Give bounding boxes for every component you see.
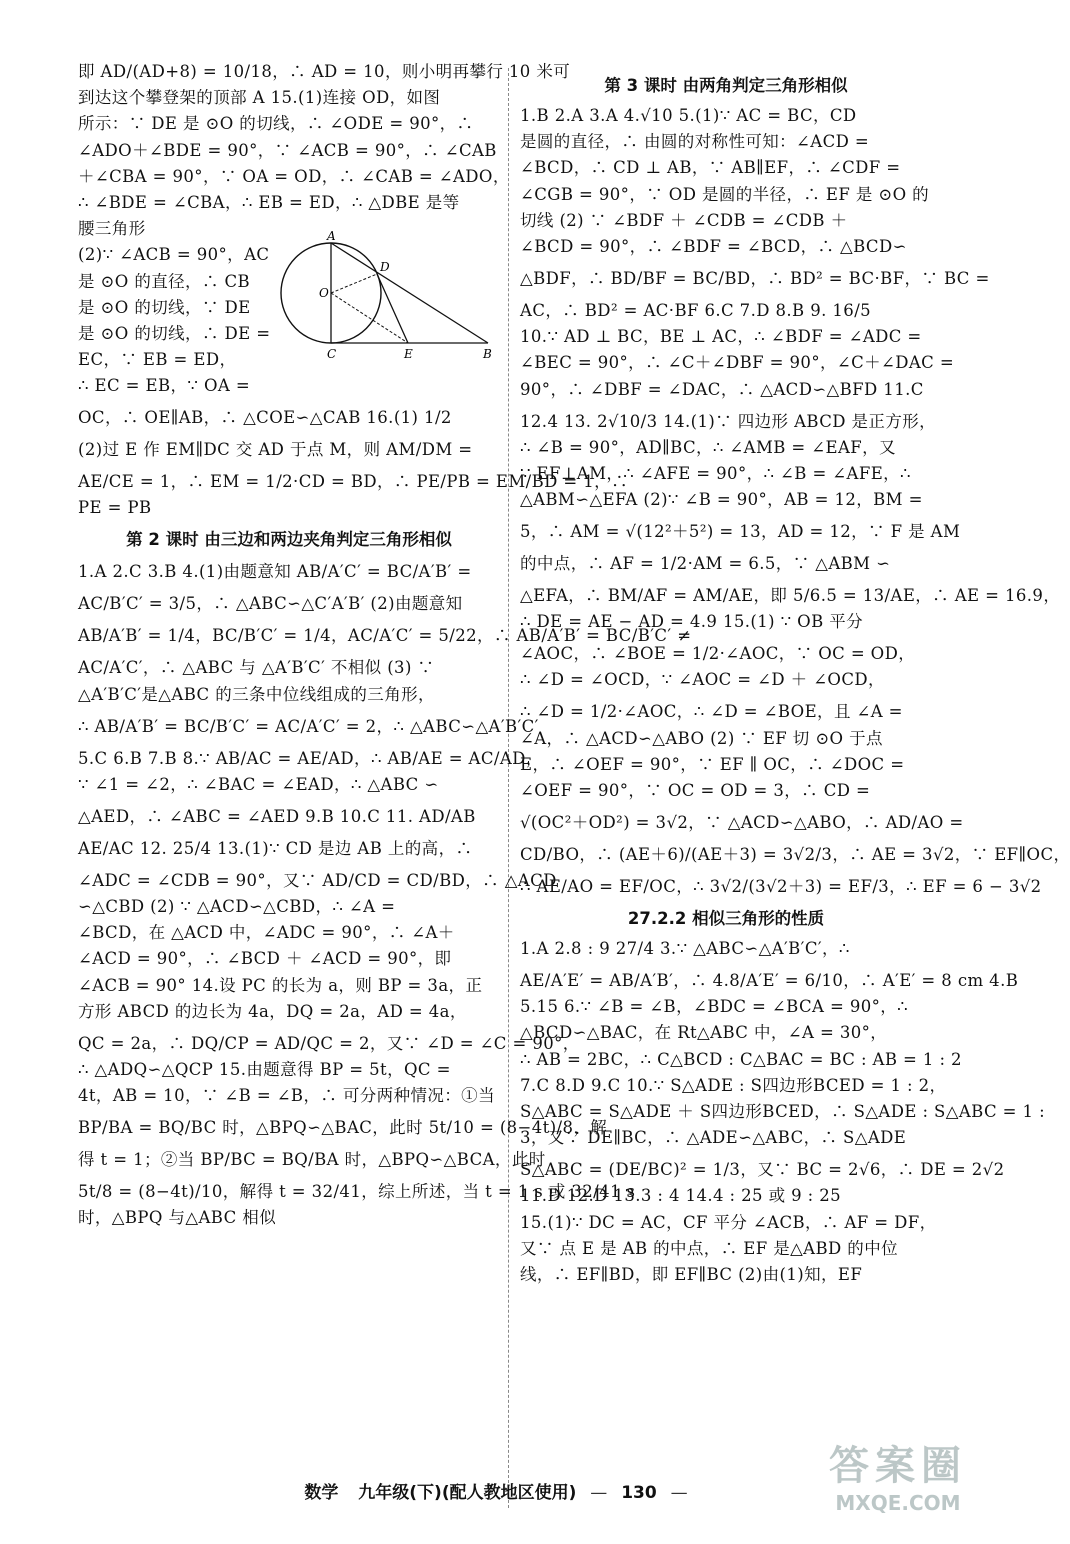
answers-section-4 — [520, 937, 1046, 1287]
text-line: 切线 (2) ∵ ∠BDF ＋ ∠CDB = ∠CDB ＋ — [520, 210, 848, 230]
text-line: AC/B′C′ = 3/5，∴ △ABC∽△C′A′B′ (2)由题意知 — [78, 594, 463, 614]
text-line: ∴ AB = 2BC，∴ C△BCD : C△BAC = BC : AB = 1 : 2 — [520, 1049, 962, 1069]
text-line: BP/BA = BQ/BC 时，△BPQ∽△BAC，此时 5t/10 = (8−4t)/8，解 — [78, 1118, 608, 1138]
text-line: 5.C 6.B 7.B 8.∵ AB/AC = AE/AD，∴ AB/AE = AC/AD， — [78, 748, 543, 768]
text-line: 11.D 12.D 13.3 : 4 14.4 : 25 或 9 : 25 — [520, 1186, 842, 1206]
text-line: 10.∵ AD ⊥ BC，BE ⊥ AC，∴ ∠BDF = ∠ADC = — [520, 327, 922, 347]
text-line: AC，∴ BD² = AC·BF 6.C 7.D 8.B 9. 16/5 — [520, 300, 872, 320]
text-line: √(OC²＋OD²) = 3√2，∵ △ACD∽△ABO，∴ AD/AO = — [520, 813, 964, 832]
text-line: 1.A 2.C 3.B 4.(1)由题意知 AB/A′C′ = BC/A′B′ = — [78, 562, 472, 582]
text-line: ∴ EC = EB，∵ OA = — [78, 376, 251, 396]
text-line: ∴ ∠B = 90°，AD∥BC，∴ ∠AMB = ∠EAF，又 — [520, 437, 896, 457]
text-line: △BCD∽△BAC，在 Rt△ABC 中，∠A = 30°， — [520, 1023, 888, 1043]
text-line: 是 ⊙O 的切线，∴ DE = — [78, 323, 271, 343]
text-line: ∴ AE/AO = EF/OC，∴ 3√2/(3√2＋3) = EF/3，∴ EF = 6 − 3√2 — [520, 877, 1042, 896]
text-line: 又∵ 点 E 是 AB 的中点，∴ EF 是△ABD 的中位 — [520, 1238, 898, 1258]
answers-top — [78, 60, 571, 244]
text-line: 到达这个攀登架的顶部 A 15.(1)连接 OD，如图 — [78, 88, 441, 108]
text-line: ＋∠CBA = 90°，∵ OA = OD，∴ ∠CAB = ∠ADO， — [78, 166, 510, 186]
page-number: 130 — [621, 1483, 657, 1503]
text-line: 5，∴ AM = √(12²＋5²) = 13，AD = 12，∵ F 是 AM — [520, 522, 961, 542]
text-line: ∠A，∴ △ACD∽△ABO (2) ∵ EF 切 ⊙O 于点 — [520, 728, 883, 748]
text-line: ∠CGB = 90°，∵ OD 是圆的半径，∴ EF 是 ⊙O 的 — [520, 184, 930, 204]
text-line: ∴ ∠D = 1/2·∠AOC，∴ ∠D = ∠BOE，且 ∠A = — [520, 702, 903, 722]
text-line: 1.A 2.8 : 9 27/4 3.∵ △ABC∽△A′B′C′，∴ — [520, 939, 850, 958]
text-line: AB/A′B′ = 1/4，BC/B′C′ = 1/4，AC/A′C′ = 5/22，∴ AB/A′B′ = BC/B′C′ ≠ — [78, 626, 692, 646]
label-a: A — [327, 229, 336, 244]
text-line: 时，△BPQ 与△ABC 相似 — [78, 1208, 277, 1228]
answers-mid — [78, 406, 628, 520]
text-line: EC，∵ EB = ED， — [78, 350, 237, 370]
page-footer: 数学 九年级(下)(配人教地区使用) — 130 — — [304, 1483, 688, 1503]
text-line: 15.(1)∵ DC = AC，CF 平分 ∠ACB，∴ AF = DF， — [520, 1212, 937, 1232]
section-heading: 27.2.2 相似三角形的性质 — [627, 909, 825, 928]
text-line: △EFA，∴ BM/AF = AM/AE，即 5/6.5 = 13/AE，∴ AE = 16.9， — [520, 586, 1061, 606]
text-line: QC = 2a，∴ DQ/CP = AD/QC = 2，又∵ ∠D = ∠C = 90°， — [78, 1033, 580, 1053]
text-line: ∴ AB/A′B′ = BC/B′C′ = AC/A′C′ = 2，∴ △ABC∽△A′B′C′ — [78, 716, 539, 736]
text-line: 所示：∵ DE 是 ⊙O 的切线，∴ ∠ODE = 90°，∴ — [78, 114, 474, 134]
text-line: S△ABC = (DE/BC)² = 1/3，又∵ BC = 2√6，∴ DE = 2√2 — [520, 1160, 1005, 1180]
text-line: 1.B 2.A 3.A 4.√10 5.(1)∵ AC = BC，CD — [520, 106, 857, 125]
segment-de — [377, 274, 408, 343]
text-line: 7.C 8.D 9.C 10.∵ S△ADE : S四边形BCED = 1 : 2， — [520, 1075, 947, 1095]
text-line: 5t/8 = (8−4t)/10，解得 t = 32/41，综上所述，当 t = 1 s 或 32/41 s — [78, 1182, 636, 1202]
text-line: 即 AD/(AD+8) = 10/18，∴ AD = 10，则小明再攀行 10 米可 — [78, 62, 571, 81]
text-line: 90°，∴ ∠DBF = ∠DAC，∴ △ACD∽△BFD 11.C — [520, 379, 924, 399]
text-line: ∠AOC，∴ ∠BOE = 1/2·∠AOC，∵ OC = OD， — [520, 644, 916, 664]
footer-subject: 数学 — [304, 1483, 339, 1503]
text-line: 的中点，∴ AF = 1/2·AM = 6.5，∵ △ABM ∽ — [520, 554, 891, 574]
text-line: ∽△CBD (2) ∵ △ACD∽△CBD，∴ ∠A = — [78, 897, 396, 916]
text-line: ∠BCD，∴ CD ⊥ AB，∵ AB∥EF，∴ ∠CDF = — [520, 158, 901, 178]
segment-od — [331, 274, 377, 293]
footer-grade: 九年级(下)(配人教地区使用) — [358, 1483, 577, 1503]
text-line: 线，∴ EF∥BD，即 EF∥BC (2)由(1)知，EF — [520, 1264, 863, 1284]
label-b: B — [483, 347, 492, 362]
text-line: (2)∵ ∠ACB = 90°，AC — [78, 245, 270, 265]
text-line: S△ABC = S△ADE ＋ S四边形BCED，∴ S△ADE : S△ABC = 1 : — [520, 1101, 1046, 1121]
label-c: C — [327, 347, 337, 362]
text-line: ∴ △ADQ∽△QCP 15.由题意得 BP = 5t，QC = — [78, 1059, 451, 1079]
text-line: E，∴ ∠OEF = 90°，∵ EF ∥ OC，∴ ∠DOC = — [520, 754, 905, 774]
text-line: ∠BCD = 90°，∴ ∠BDF = ∠BCD，∴ △BCD∽ — [520, 236, 907, 256]
text-line: 12.4 13. 2√10/3 14.(1)∵ 四边形 ABCD 是正方形， — [520, 411, 937, 431]
text-line: △BDF，∴ BD/BF = BC/BD，∴ BD² = BC·BF，∵ BC = — [520, 268, 990, 288]
text-line: △ABM∽△EFA (2)∵ ∠B = 90°，AB = 12，BM = — [520, 490, 923, 510]
text-line: △AED，∴ ∠ABC = ∠AED 9.B 10.C 11. AD/AB — [78, 806, 476, 826]
text-line: 是圆的直径，∴ 由圆的对称性可知：∠ACD = — [520, 132, 870, 152]
text-line: ∴ DE = AE − AD = 4.9 15.(1) ∵ OB 平分 — [520, 612, 864, 632]
text-line: (2)过 E 作 EM∥DC 交 AD 于点 M，则 AM/DM = — [78, 440, 473, 460]
answers-section-3 — [520, 104, 1070, 899]
section-heading: 第 3 课时 由两角判定三角形相似 — [604, 76, 848, 95]
text-line: ∵ ∠1 = ∠2，∴ ∠BAC = ∠EAD，∴ △ABC ∽ — [78, 774, 439, 794]
text-line: ∠OEF = 90°，∵ OC = OD = 3，∴ CD = — [520, 781, 871, 800]
text-line: ∴ ∠BDE = ∠CBA，∴ EB = ED，∴ △DBE 是等 — [78, 192, 460, 212]
text-line: 是 ⊙O 的切线，∵ DE — [78, 297, 251, 317]
text-line: 腰三角形 — [78, 219, 146, 239]
text-line: ∵ EF⊥AM，∴ ∠AFE = 90°，∴ ∠B = ∠AFE，∴ — [520, 463, 911, 483]
text-line: AE/AC 12. 25/4 13.(1)∵ CD 是边 AB 上的高，∴ — [78, 838, 473, 858]
segment-ab — [331, 243, 488, 343]
label-d: D — [380, 260, 390, 275]
text-line: AE/A′E′ = AB/A′B′，∴ 4.8/A′E′ = 6/10，∴ A′E′ = 8 cm 4.B — [520, 971, 1019, 990]
text-line: 是 ⊙O 的直径，∴ CB — [78, 271, 251, 291]
text-line: ∴ ∠D = ∠OCD，∵ ∠AOC = ∠D ＋ ∠OCD， — [520, 670, 885, 690]
geometry-diagram — [283, 231, 498, 371]
text-line: 4t，AB = 10，∵ ∠B = ∠B，∴ 可分两种情况：①当 — [78, 1086, 495, 1106]
text-line: ∠ACD = 90°，∴ ∠BCD ＋ ∠ACD = 90°，即 — [78, 949, 452, 969]
label-e: E — [404, 347, 413, 362]
text-line: 方形 ABCD 的边长为 4a，DQ = 2a，AD = 4a， — [78, 1001, 467, 1021]
text-line: △A′B′C′是△ABC 的三条中位线组成的三角形， — [78, 684, 435, 704]
watermark-top: 答案圈 — [829, 1443, 967, 1489]
right-column — [520, 60, 1070, 1289]
text-line: PE = PB — [78, 498, 152, 518]
text-line: ∠ACB = 90° 14.设 PC 的长为 a，则 BP = 3a，正 — [78, 975, 483, 995]
text-line: 3，又∵ DE∥BC，∴ △ADE∽△ABC，∴ S△ADE — [520, 1128, 907, 1148]
text-line: CD/BO，∴ (AE＋6)/(AE＋3) = 3√2/3，∴ AE = 3√2，∵ EF∥OC， — [520, 845, 1070, 864]
text-line: AC/A′C′，∴ △ABC 与 △A′B′C′ 不相似 (3) ∵ — [78, 658, 435, 678]
text-line: 5.15 6.∵ ∠B = ∠B，∠BDC = ∠BCA = 90°，∴ — [520, 997, 909, 1017]
section-heading: 第 2 课时 由三边和两边夹角判定三角形相似 — [126, 530, 452, 550]
column-divider — [508, 68, 509, 1508]
text-line: ∠ADC = ∠CDB = 90°，又∵ AD/CD = CD/BD，∴ △ACD — [78, 870, 557, 890]
text-line: ∠BCD，在 △ACD 中，∠ADC = 90°，∴ ∠A＋ — [78, 923, 455, 943]
watermark-logo — [820, 1434, 976, 1530]
label-o: O — [319, 286, 329, 301]
text-line: ∠BEC = 90°，∴ ∠C＋∠DBF = 90°，∠C＋∠DAC = — [520, 353, 955, 373]
text-line: OC，∴ OE∥AB，∴ △COE∽△CAB 16.(1) 1/2 — [78, 408, 452, 428]
text-line: 得 t = 1；②当 BP/BC = BQ/BA 时，△BPQ∽△BCA，此时 — [78, 1150, 546, 1170]
text-line: ∠ADO＋∠BDE = 90°，∵ ∠ACB = 90°，∴ ∠CAB — [78, 140, 497, 160]
text-line: AE/CE = 1，∴ EM = 1/2·CD = BD，∴ PE/PB = EM/BD = 1，∴ — [78, 472, 628, 492]
watermark-bottom: MXQE.COM — [835, 1491, 961, 1515]
